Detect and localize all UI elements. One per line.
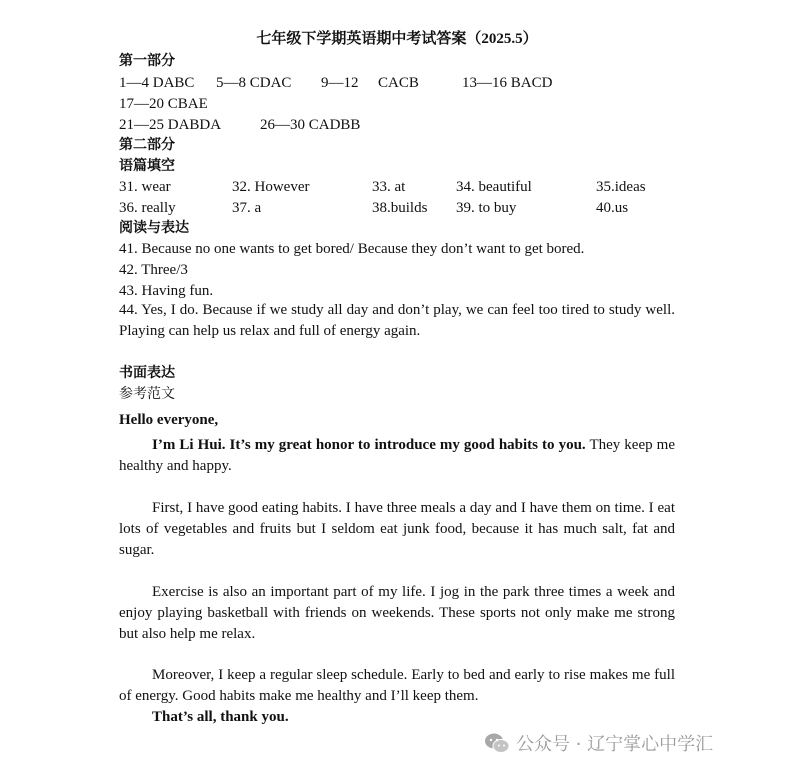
reading-answer-43: 43. Having fun. — [119, 283, 214, 299]
paragraph-sleep: Moreover, I keep a regular sleep schedule. Early to bed and early to rise makes me full of energy. Good habits make me healthy and I’ll keep them. — [119, 667, 675, 704]
page-title: 七年级下学期英语期中考试答案（2025.5） — [256, 31, 538, 47]
answer-group: 1—4 DABC — [119, 75, 195, 91]
cloze-answer: 35.ideas — [596, 179, 646, 195]
reading-answer-44: 44. Yes, I do. Because if we study all day and don’t play, we can feel too tired to study well. Playing can help us relax and full of energy again. — [119, 302, 675, 339]
cloze-answer: 37. a — [232, 200, 262, 216]
cloze-answer: 40.us — [596, 200, 629, 216]
reading-answer-41: 41. Because no one wants to get bored/ Because they don’t want to get bored. — [119, 241, 585, 257]
cloze-answer: 38.builds — [372, 200, 428, 216]
cloze-heading: 语篇填空 — [119, 158, 175, 174]
answer-group: 13—16 BACD — [462, 75, 553, 91]
sample-label: 参考范文 — [119, 386, 175, 402]
intro-paragraph — [119, 435, 675, 477]
reading-answer-42: 42. Three/3 — [119, 262, 188, 278]
reading-heading: 阅读与表达 — [119, 220, 189, 236]
cloze-answer: 32. However — [232, 179, 310, 195]
intro-bold: I’m Li Hui. It’s my great honor to introduce my good habits to you. — [152, 437, 586, 453]
cloze-answer: 34. beautiful — [456, 179, 532, 195]
answer-group: CACB — [378, 75, 419, 91]
watermark — [484, 730, 713, 756]
cloze-answer: 36. really — [119, 200, 176, 216]
answer-group: 21—25 DABDA — [119, 117, 222, 133]
paragraph-eating: First, I have good eating habits. I have three meals a day and I have them on time. I eat lots of vegetables and fruits but I seldom eat junk food, because it has much salt, fat and sugar. — [119, 500, 675, 558]
answer-group: 17—20 CBAE — [119, 96, 208, 112]
cloze-answer: 31. wear — [119, 179, 171, 195]
answer-group: 5—8 CDAC — [216, 75, 292, 91]
writing-heading: 书面表达 — [119, 365, 175, 381]
closing: That’s all, thank you. — [152, 709, 289, 725]
part1-heading: 第一部分 — [119, 53, 175, 69]
answer-group: 26—30 CADBB — [260, 117, 361, 133]
intro-rest: They keep me healthy and happy. — [119, 437, 675, 474]
watermark-text: 公众号 · 辽宁掌心中学汇 — [516, 734, 714, 755]
paragraph-exercise: Exercise is also an important part of my life. I jog in the park three times a week and enjoy playing basketball with friends on weekends. These sports not only make me strong but also help me relax. — [119, 584, 675, 642]
part2-heading: 第二部分 — [119, 137, 175, 153]
greeting: Hello everyone, — [119, 412, 219, 428]
cloze-answer: 33. at — [372, 179, 406, 195]
answer-group: 9—12 — [321, 75, 359, 91]
wechat-icon — [484, 732, 510, 754]
cloze-answer: 39. to buy — [456, 200, 517, 216]
